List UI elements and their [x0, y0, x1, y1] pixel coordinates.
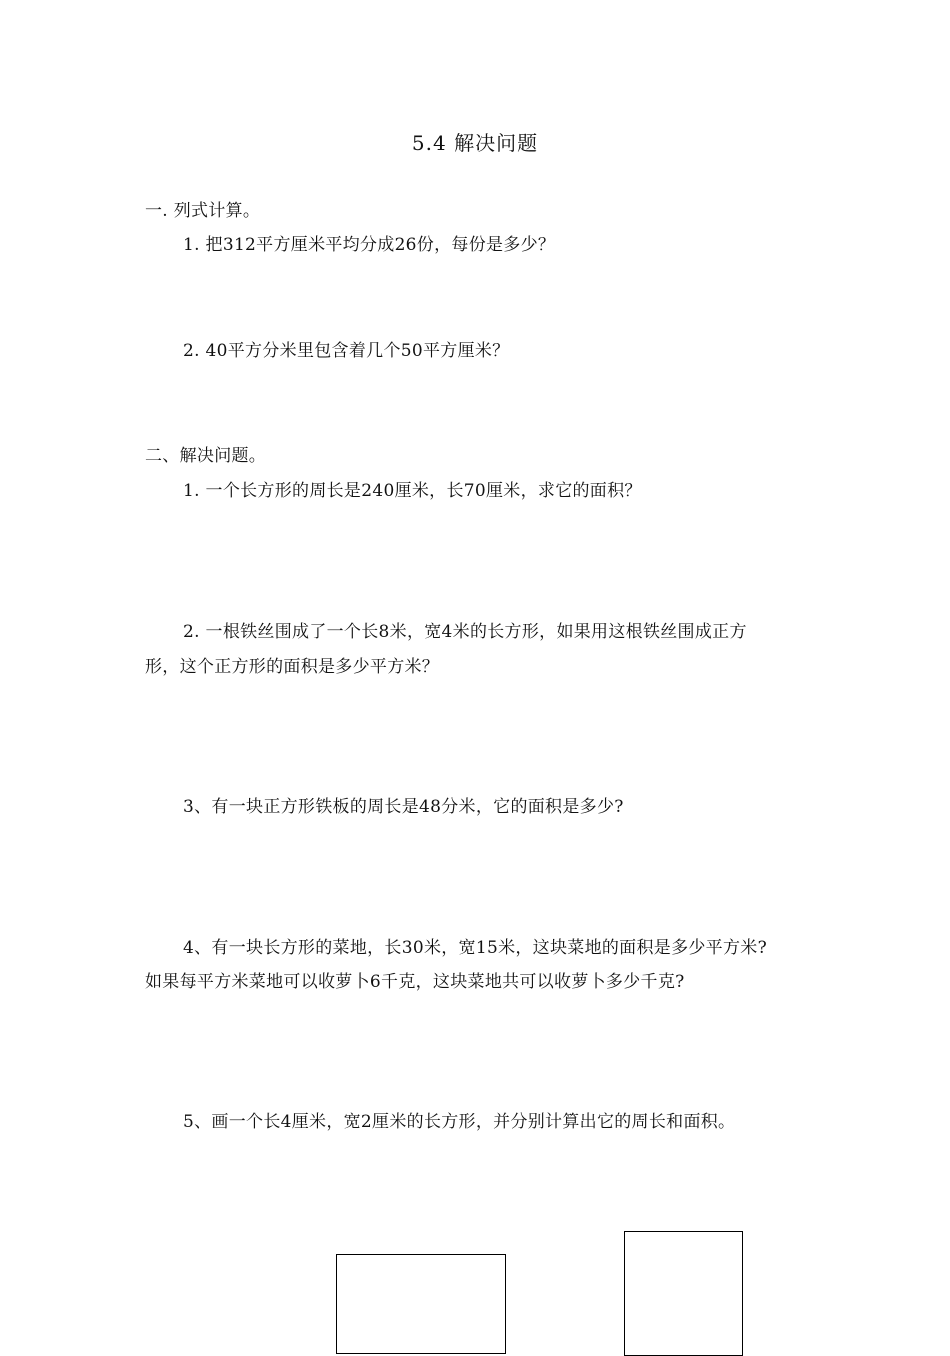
- section-2-question-5: 5、画一个长4厘米，宽2厘米的长方形，并分别计算出它的周长和面积。: [183, 1112, 736, 1132]
- section-1-heading: 一. 列式计算。: [145, 201, 261, 221]
- section-2-question-2-line-1: 2. 一根铁丝围成了一个长8米，宽4米的长方形，如果用这根铁丝围成正方: [183, 622, 747, 642]
- section-2-question-4-line-2: 如果每平方米菜地可以收萝卜6千克，这块菜地共可以收萝卜多少千克?: [145, 972, 685, 992]
- section-2-question-3: 3、有一块正方形铁板的周长是48分米，它的面积是多少?: [183, 797, 624, 817]
- section-1-question-2: 2. 40平方分米里包含着几个50平方厘米？: [183, 341, 510, 361]
- page-title: 5.4 解决问题: [411, 131, 539, 155]
- section-1-question-1: 1. 把312平方厘米平均分成26份，每份是多少？: [183, 235, 556, 255]
- section-2-question-1: 1. 一个长方形的周长是240厘米，长70厘米，求它的面积？: [183, 481, 642, 501]
- rectangle-drawing-box: [336, 1254, 506, 1354]
- square-drawing-box: [624, 1231, 743, 1356]
- section-2-question-4-line-1: 4、有一块长方形的菜地，长30米，宽15米，这块菜地的面积是多少平方米?: [183, 938, 767, 958]
- section-2-question-2-line-2: 形，这个正方形的面积是多少平方米？: [145, 657, 440, 677]
- section-2-heading: 二、解决问题。: [145, 446, 267, 466]
